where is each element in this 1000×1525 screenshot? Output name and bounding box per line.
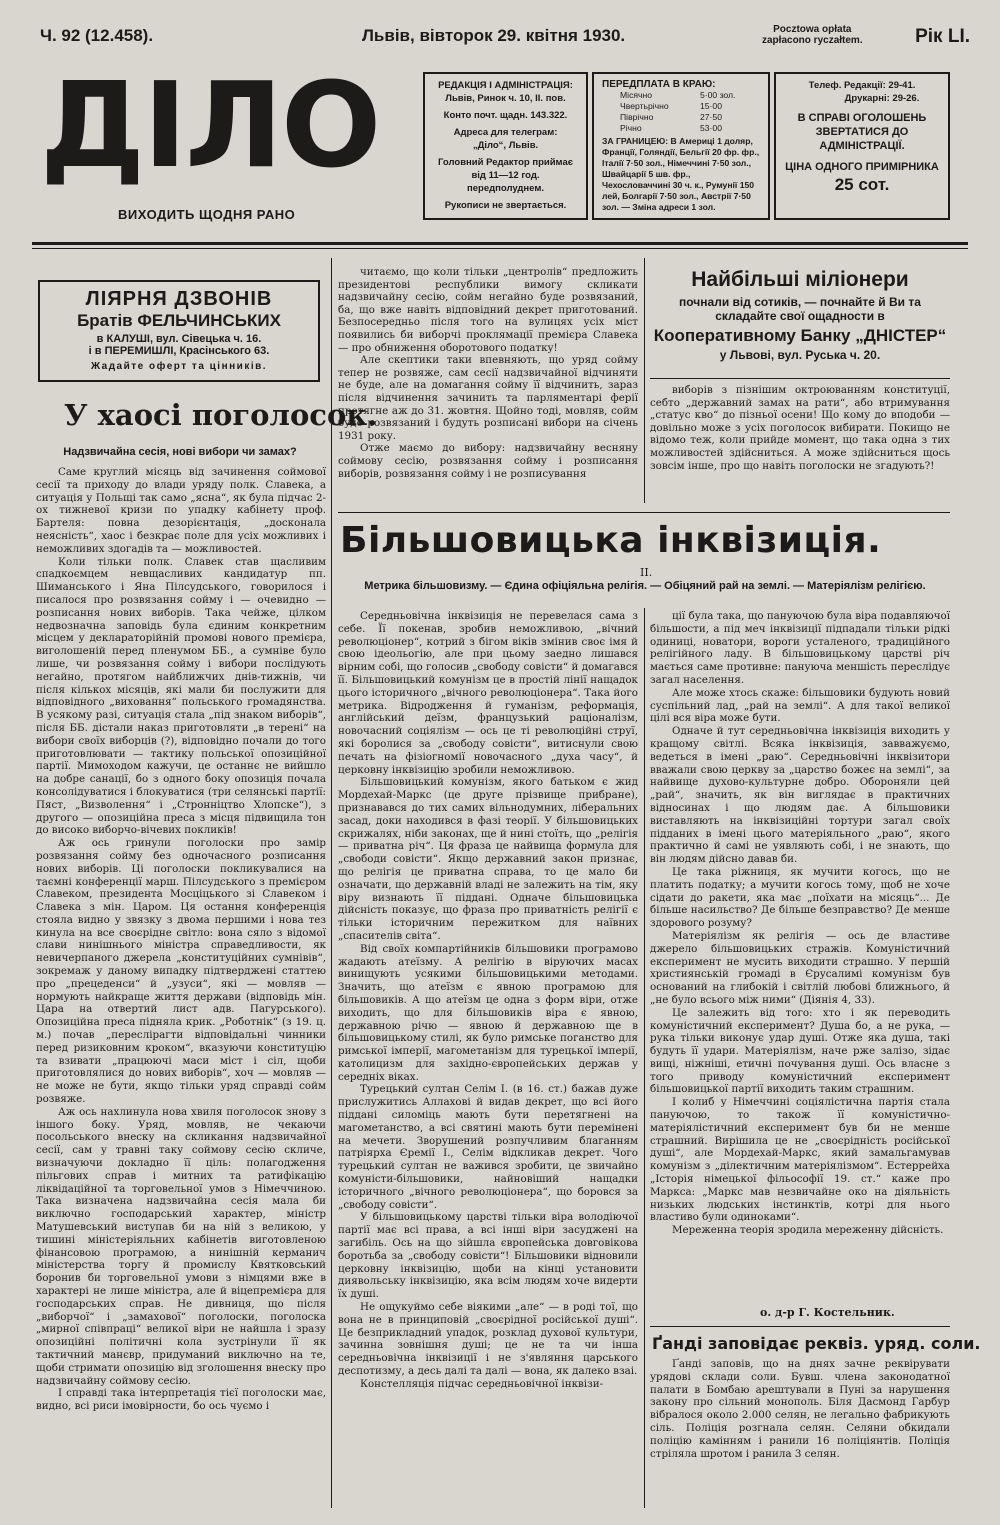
- subscription-box: ПЕРЕДПЛАТА В КРАЮ: Місячно 5·00 зол. Чвертьрічно 15·00 Піврічно 27·50 Річно 53·00 ЗА ГРАНИЦЕЮ: В Америці 1 доляр, Франції, Голяндії, Бельгії 20 фр. фр., Італії 7·50 зол., Німеччині 7·50 зол., Швайцарії 5 шв. фр., Чехословаччині 30 ч. к., Румунії 150 лей, Болгарії 7·50 зол., Австрії 7·50 зол. — Зміна адреси 1 зол.: [592, 72, 770, 220]
- article1-title: У хаосі поголосок.: [64, 398, 378, 432]
- paragraph: Але може хтось скаже: більшовики будують новий суспільний лад, „рай на землі“. А для такої великої цілі вся віра може бути.: [650, 686, 950, 725]
- bank-ad: Найбільші міліонери почнали від сотиків, — почнайте й Ви та складайте свої ощадности в Кооперативному Банку „ДНІСТЕР“ у Львові, вул. Руська ч. 20.: [653, 268, 947, 362]
- ad2-rule: [650, 378, 950, 379]
- subscription-price: 53·00: [700, 123, 722, 133]
- place-date: Львів, вівторок 29. квітня 1930.: [362, 26, 626, 45]
- postal-note: Pocztowa opłata zapłacono ryczałtem.: [762, 24, 863, 46]
- issue-number: Ч. 92 (12.458).: [40, 26, 154, 45]
- article1-column2: [338, 266, 638, 502]
- article1-column3: [650, 384, 950, 502]
- subscription-row: [602, 123, 760, 134]
- subscription-row: [602, 90, 760, 101]
- masthead-rule-thin: [32, 248, 968, 249]
- newspaper-logo: ДІЛО: [40, 56, 380, 194]
- paragraph: Констелляція підчас середньовічної інквізи-: [360, 1377, 604, 1390]
- article2-column2: [338, 610, 638, 1510]
- subscription-price: 15·00: [700, 101, 722, 111]
- paragraph: Одначе й тут середньовічна інквізиція виходить у кращому світлі. Всяка інквізиція, завважуємо, ведеться в імені „раю“. Середньовічні інквізитори вважали свою церкву за „царство божеє на землі“, за найвище духово-культурне добро. Обороняли цей „рай“, значить, як він виглядає в практичних відносинах і що людям дає. А більшовики виставляють на інквізиційні тортури загал своїх підданих в імені цього матеріяльного „раю“, якого практично й самі не уявляють собі, і не знають, що він людям дійсно давав би.: [650, 725, 950, 866]
- editorial-box: РЕДАКЦІЯ І АДМІНІСТРАЦІЯ: Львів, Ринок ч. 10, II. пов. Конто почт. щадн. 143.322. Адреса для телеграм: „Діло“, Львів. Головний Редактор приймає від 11—12 год. передполуднем. Рукописи не звертається.: [423, 72, 588, 220]
- subscription-price: 27·50: [700, 112, 722, 122]
- article2-author: о. д-р Г. Костельник.: [760, 1306, 895, 1319]
- paragraph: І колиб у Німеччині соціялістична партія стала пануючою, то також її комуністично-матеріялістичний експеримент був би не менше страшний. Вирішила це не „своєрідність російської душі“, але Мордехай-Маркс, який замальгамував комунізм з „ділектичним матеріялізмом“. Естеррейха „Історія німецької фільософії 19. ст.“ каже про Маркса: „Маркс мав незвичайне око на діяльність низьких людських інстинктів, котрі для нього властиво були одиноками“.: [650, 1096, 950, 1224]
- article2-part: II.: [640, 566, 653, 579]
- paragraph: Більшовицький комунізм, якого батьком є жид Мордехай-Маркс (це друге прізвище прибране), признавався до тих самих вільнодумних, ліберальних засад, доки находився в фазі теорії. У більшовицьких скрижалях, ніби законах, ще й нині стоїть, що „релігія — приватна річ“. Ця фраза це найвища формула для „свободи совісти“. Якщо державний закон признає, що релігія це приватна справа, то це мало би означати, що державній владі не залежить на тім, яку віру визнають її піддані. Одначе більшовицька дійсність показує, що фраза про приватність релігії є тільки історичним пережитком для наївних „спасителів світа“.: [338, 776, 638, 942]
- article3-title: Ґанді заповідає реквіз. уряд. соли.: [652, 1334, 981, 1353]
- subscription-row: [602, 112, 760, 123]
- subscription-period: Піврічно: [620, 112, 654, 122]
- paragraph: Турецький султан Селім І. (в 16. ст.) бажав дуже прислужитись Аллахові й видав декрет, що всі його піддані силоміць мають бути перетягнені на магометанство, а всі святині мають бути перемінені на мечети. Зворушений розпучливим благанням патріярха Єремії І., Селім відкликав декрет. Чого турецький султан не важився зробити, це звичайно комуністи-більшовики, найновіший нащадки історичного „вічного революціонера“, що боровся за „свободу совісти“.: [338, 1083, 638, 1211]
- paragraph: Мереженна теорія зродила мереженну дійсність.: [672, 1224, 944, 1237]
- article2-subtitle: Метрика більшовизму. — Єдина офіціяльна релігія. — Обіцяний рай на землі. — Матеріялізм релігією.: [364, 580, 926, 592]
- paragraph: Матеріялізм як релігія — ось де властиве джерело більшовицьких стражів. Комуністичний експеримент не мусить виходити страшно. У першій християнській громаді в Єрусалимі комунізм був оснований на глибокій і світлій любові ближнього, й „не було всього між ними“ (Діянія 4, 33).: [650, 929, 950, 1006]
- contact-box: Телеф. Редакції: 29-41. Друкарні: 29-26. В СПРАВІ ОГОЛОШЕНЬ ЗВЕРТАТИСЯ ДО АДМІНІСТРАЦІЇ. ЦІНА ОДНОГО ПРИМІРНИКА 25 сот.: [774, 72, 950, 220]
- column-divider-1: [331, 258, 332, 1508]
- article3-body: Ґанді заповів, що на днях зачне реквірувати урядові склади соли. Бувш. члена законодатної палати в Бомбаю арештували в Пуні за нарушення закону про сільний монополь. Біля Дасмонд Гарбур вібралося около 2.000 селян, не легально фабрикують сіль. Поліція розгнала селян. Селяни обкидали поліцію камінням і ранили 16 поліціянтів. Поліція стріляла шротом і ранила 3 селян.: [650, 1358, 950, 1460]
- paragraph: У більшовицькому царстві тільки віра володіючої партії має всі права, а всі інші віри засуджені на загибіль. Ось на що зійшла європейська довговікова боротьба за „свободу совісти“! Більшовики відновили церковну інквізицію, щоби на кінці установити диявольську інквізицію, яка всім людям хоче видерти їх душі.: [338, 1211, 638, 1301]
- year: Рік LI.: [915, 26, 970, 47]
- tagline: ВИХОДИТЬ ЩОДНЯ РАНО: [118, 207, 296, 222]
- paragraph: Це така ріжниця, як мучити когось, що не платить податку; а мучити когось тому, щоб не хоче сідати до ракети, яка має „поїхати на місяць“... Де більше насильство? Де більше безправство? Де менше здорового розуму?: [650, 865, 950, 930]
- paragraph: виборів з пізнішим октроюванням конституції, себто „державний замах на рати“, або втримування „статус кво“ до пізньої осени! Що кому до вподоби — довільно може з усіх поголосок вибирати. Покищо не відомо теж, коли прийде момент, що така одна з тих можливостей здійсниться. А може здійсниться щось зовсім інше, про що навіть поголоски не згадують?!: [650, 384, 950, 472]
- paragraph: Аж ось гринули поголоски про замір розвязання сойму без одночасного розписання нових виборів. Ці поголоски покликувалися на таємні конференції марш. Пілсудського з премієром Славеком, президента Мосціцького зі Славеком і Славека з мін. Царом. Ця остання конференція стояла видно у звязку з двома першими і нова тез кинула на все своєрідне світло: вона сяло з відомої слави нинішнього міністра справедливости, як невичерпаного джерела „конституційних сумнівів“, зокремаж у даному випадку підтверджені статтею про „прецеденси“ й „узуси“, які — мовляв — нормують найкраще життя держави (відповідь мін. Цара на отвертий лист адв. Пагурського). Опозиційна преса підняла крик. „Роботнік“ (з 19. ц. м.) почав „переслірагти відповідальні чинники перед ризиковним кроком“, вказуючи конституцію та взивати „працюючі маси міст і сіл, щоби приготовлялися до нових виборів“, хоч — мовляв — не може не бути, якщо тільки уряд справді сойм розвяже.: [36, 837, 326, 1106]
- subscription-rows: [602, 90, 760, 134]
- article1-subtitle: Надзвичайна сесія, нові вибори чи замах?: [63, 446, 297, 458]
- top-line: [40, 26, 970, 52]
- paragraph: Але скептики таки впевняють, що уряд сойму тепер не розвяже, сам сесії надзвичайної відчиняти не буде, але на домагання сойму її відчинить, зараз після відчинення зачинить та парляментарі ферії протягне аж до 31. жовтня. Щойно тоді, мовляв, сойм буде розвязаний і будуть розписані вибори на січень 1931 року.: [338, 354, 638, 442]
- bell-foundry-ad: ЛІЯРНЯ ДЗВОНІВ Братів ФЕЛЬЧИНСЬКИХ в КАЛУШІ, вул. Сівецька ч. 16. і в ПЕРЕМИШЛІ, Красінського 63. Жадайте оферт та цінників.: [38, 280, 320, 382]
- article3-rule: [650, 1326, 950, 1327]
- column-divider-3: [644, 608, 645, 1508]
- subscription-price: 5·00 зол.: [700, 90, 736, 100]
- article2-rule: [338, 512, 950, 513]
- article2-column3: [650, 610, 950, 1276]
- paragraph: Коли тільки полк. Славек став щасливим спадкоємцем невщасливих кандидатур пп. Шиманського і Яна Пілсудського, говорилося і писалося про розвязання сойму і — очевидно — розписання нових виборів. Така чейже, цілком недвозначна заповідь була єдиним конкретним місцем у деклараторійній промові нового премієра, виголошеній перед пленумом ББ., а сумніве було лише, чи розвязання сойму і вибори послідують негайно, протягом найближчих днів-тижнів, чи після кількох місяців, які мали би послужити для відповідного „виховання“ польського громадянства. В усякому разі, ситуація стала „під знаком виборів“, після ББ. дістали наказ приготовляти „в терені“ на вибори своїх виборців (?), відповідно почали до того приготовлювати — тактику польської опозиційної партії. Мимоходом кажучи, це останнє не вийшло на добре санації, бо з одного боку опозиція почала консолідуватися і блокуватися (три селянські партії: Пяст, „Визволення“ і „Стронніцтво Хлопске“), з другого — опозиційна преса з місця підвищила тон до високо виборчо-вічевих покликів!: [36, 555, 326, 837]
- paragraph: ції була така, що пануючою була віра подавляючої більшости, а під меч інквізиції підпадали тільки рідкі одиниці, новатори, вороги усталеного, традиційного релігійного ладу. В більшовицькому царстві річ мається саме противне: пануюча меншість переслідує загал населення.: [650, 610, 950, 686]
- masthead-rule: [32, 242, 968, 245]
- paragraph: Це залежить від того: хто і як переводить комуністичний експеримент? Душа бо, а не рука, — рука тільки виконує удар душі. Отже яка душа, такі будуть її удари. Матеріялізм, наче рже залізо, зідає вищі, ніжніші, етичні почування душі. Ось власне з того приводу комуністичний експеримент більшовицької партії виходить таким страшним.: [650, 1006, 950, 1096]
- paragraph: І справді така інтерпретація тієї поголоски має, видно, всі риси імовірности, бо ось чуємо і: [36, 1387, 326, 1413]
- paragraph: читаємо, що коли тільки „центролів“ предложить президентові республики вимогу скликати надзвичайну сесію, сойм негайно буде розвязаний, ба, що вже навіть відповідний декрет приготований. Безпосередньо після того на вулицях усіх міст появились би виборчі проклямації премієра Славека — про обниження оборотового податку!: [338, 266, 638, 354]
- subscription-row: [602, 101, 760, 112]
- article1-column1: [36, 466, 326, 1506]
- paragraph: Від своїх компартійників більшовики програмово жадають атеїзму. А релігію в віруючих масах винищують усякими більшовицькими методами. Значить, що атеїзм є явною програмою для більшовиків. А що атеїзм це одна з форм віри, отже виходить, що для більшовиків віра є явною, державною річю — явною й державною ще в більшовицькому стилі, як було римське поганство для римської імперії, магометанізм для турецької імперії, католицизм для західно-європейських держав у середніх віках.: [338, 942, 638, 1083]
- paragraph: Отже маємо до вибору: надзвичайну весняну соймову сесію, розвязання сойму і розписання виборів, розвязання сойму і не розписування: [338, 442, 638, 480]
- paragraph: Аж ось нахлинула нова хвиля поголосок знову з іншого боку. Уряд, мовляв, не чекаючи посольського внеску на скликання надзвичайної сесії, сам у травні таку соймову сесію скличе, визначуючи докладно її ціль: полагодження пільгових справ і митних та ратифікацію ліквідаційної та торговельної умов з Німеччиною. Така визначена надзвичайна сесія мала би виключно господарський характер, міністр Матушевський виступав би на ній з великою, у тишині міністеріяльних кабінетів виготовленою фінансовою програмою, а нинішній керманич міністерства торгу й промислу Квятковський боронив би торговельної умови з німцями вже в характері не лише міністра, але й віцепремієра для господарських справ. Не дивниця, що після „виборчої“ і „замахової“ поголоски, поголоска „мирної співпраці“ великої віри не найшла і зразу опозиційні політичні кола зустрінули її як тактичний манєвр, придуманий виключно на те, щоби стримати опозицію від зголошення внеску про надзвичайну соймову сесію.: [36, 1105, 326, 1387]
- paragraph: Саме круглий місяць від зачинення соймової сесії та приходу до влади уряду полк. Славека, а ситуація у Польщі так само „ясна“, як була підчас 2-ох тижневої кризи по упадку кабінету проф. Бартеля: повна дезорієнтація, „досконала неясність“, хаос і безкрає поле для усіх можливих і неможливих здогадів та — можливостей.: [36, 466, 326, 555]
- subscription-period: Річно: [620, 123, 642, 133]
- article2-title: Більшовицька інквізиція.: [340, 520, 882, 561]
- subscription-period: Чвертьрічно: [620, 101, 669, 111]
- paragraph: Середньовічна інквізиція не перевелася сама з себе. Її покенав, зробив неможливою, „вічний революціонер“, котрий з бігом віків змінив своє імя й свою ідеольогію, але при цьому заедно лишався вірним собі, що голосив „свободу совісти“ й домагався її. Більшовицький комунізм це в простій лінії нащадок цього історичного „вічного революціонера“. Така його метрика. Відродження й гуманізм, реформація, англійський деїзм, французький раціоналізм, новочасний соціялізм — ось це ті революційні струї, які боролися за „свободу совісти“, витиснули свою печать на фізіогномії новочасного „духа часу“, й церковну інквізицію зробили неможливою.: [338, 610, 638, 776]
- column-divider-2: [644, 258, 645, 503]
- paragraph: Не ощукуймо себе віякими „але“ — в роді тої, що вона не в принциповій „своєрідної російської душі“. Це безприкладний упадок, розклад духової культури, зачинна зовнішня душі; це не та чи інша середньовічна інквізиції і не з'являння царського деспотизму, а десь далі та далі — вона, як далеко взаі.: [338, 1301, 638, 1378]
- subscription-period: Місячно: [620, 90, 653, 100]
